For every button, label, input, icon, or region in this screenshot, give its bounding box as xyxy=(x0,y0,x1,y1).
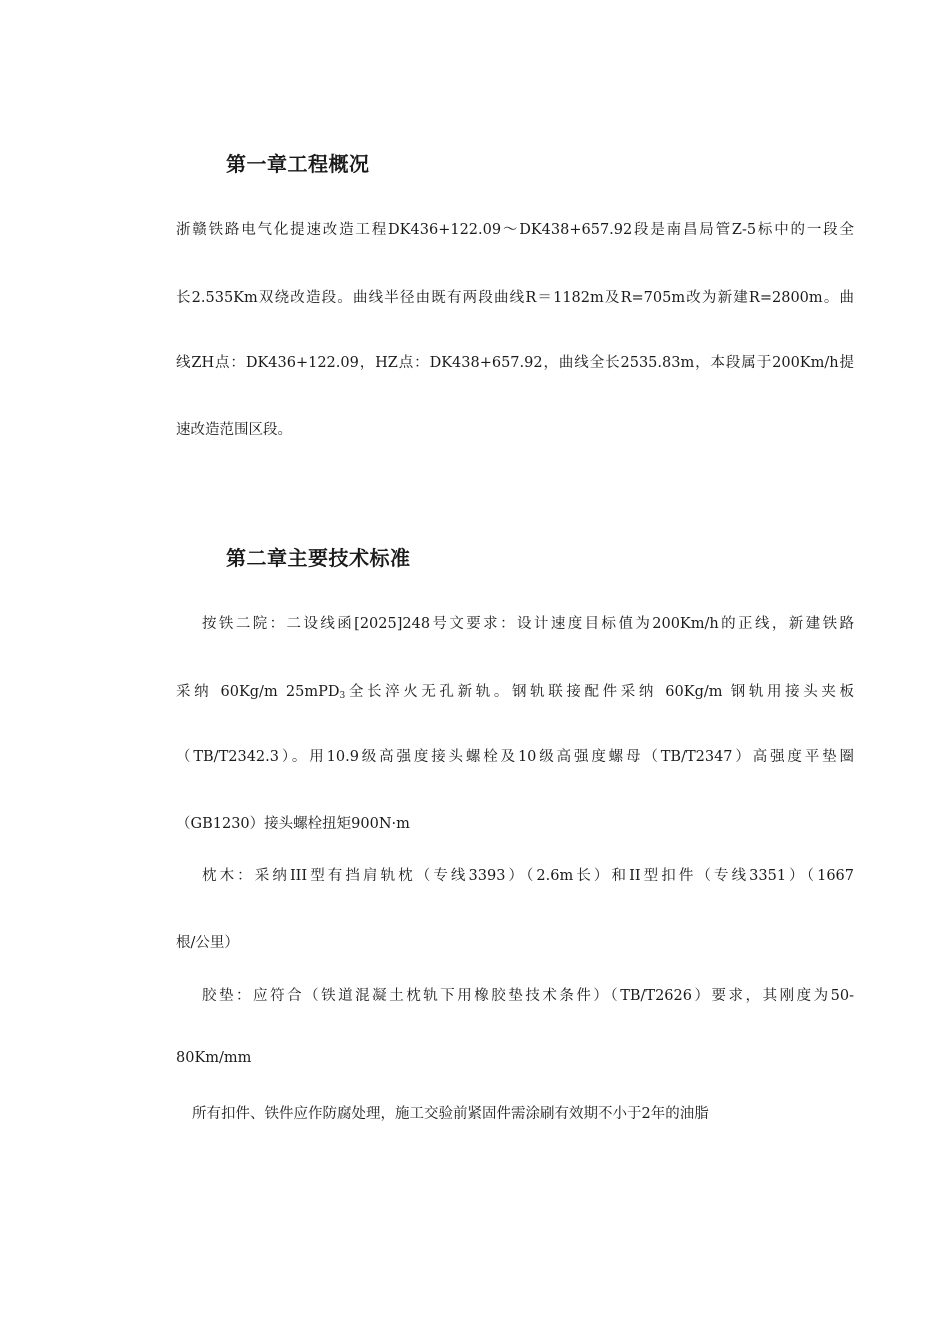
chapter-2-p2-line-1: 枕木：采纳III型有挡肩轨枕（专线3393）（2.6m长）和II型扣件（专线3351）（1667 xyxy=(202,868,854,884)
chapter-2-p3-line-1: 胶垫：应符合（铁道混凝土枕轨下用橡胶垫技术条件）（TB/T2626）要求，其刚度为50- xyxy=(202,988,854,1004)
chapter-1-line-3: 线ZH点：DK436+122.09，HZ点：DK438+657.92，曲线全长2535.83m，本段属于200Km/h提 xyxy=(176,355,854,371)
chapter-2-p4-line-1: 所有扣件、铁件应作防腐处理，施工交验前紧固件需涂刷有效期不小于2年的油脂 xyxy=(192,1106,709,1122)
chapter-2-p1-line-4: （GB1230）接头螺栓扭矩900N·m xyxy=(176,816,410,832)
chapter-2-title: 第二章主要技术标准 xyxy=(226,546,411,570)
rail-spec-subscript: 3 xyxy=(339,691,346,701)
chapter-1-line-2: 长2.535Km双绕改造段。曲线半径由既有两段曲线R＝1182m及R=705m改为新建R=2800m。曲 xyxy=(176,290,854,306)
chapter-2-p1-line-2 xyxy=(176,680,854,701)
chapter-2-p1-line-3: （TB/T2342.3）。用10.9级高强度接头螺栓及10级高强度螺母（TB/T2347）高强度平垫圈 xyxy=(176,749,854,765)
rail-spec-text: 采纳 60Kg/m 25mPD xyxy=(176,684,340,700)
rail-spec-continuation: 全长淬火无孔新轨。钢轨联接配件采纳 60Kg/m 钢轨用接头夹板 xyxy=(345,684,854,700)
chapter-1-line-4: 速改造范围区段。 xyxy=(176,422,292,438)
chapter-1-title: 第一章工程概况 xyxy=(226,152,370,176)
chapter-2-p3-line-2: 80Km/mm xyxy=(176,1050,252,1066)
chapter-2-p1-line-1: 按铁二院：二设线函[2025]248号文要求：设计速度目标值为200Km/h的正线，新建铁路 xyxy=(202,616,854,632)
chapter-2-p2-line-2: 根/公里） xyxy=(176,935,239,951)
chapter-1-line-1: 浙赣铁路电气化提速改造工程DK436+122.09～DK438+657.92段是南昌局管Z-5标中的一段全 xyxy=(176,222,854,238)
